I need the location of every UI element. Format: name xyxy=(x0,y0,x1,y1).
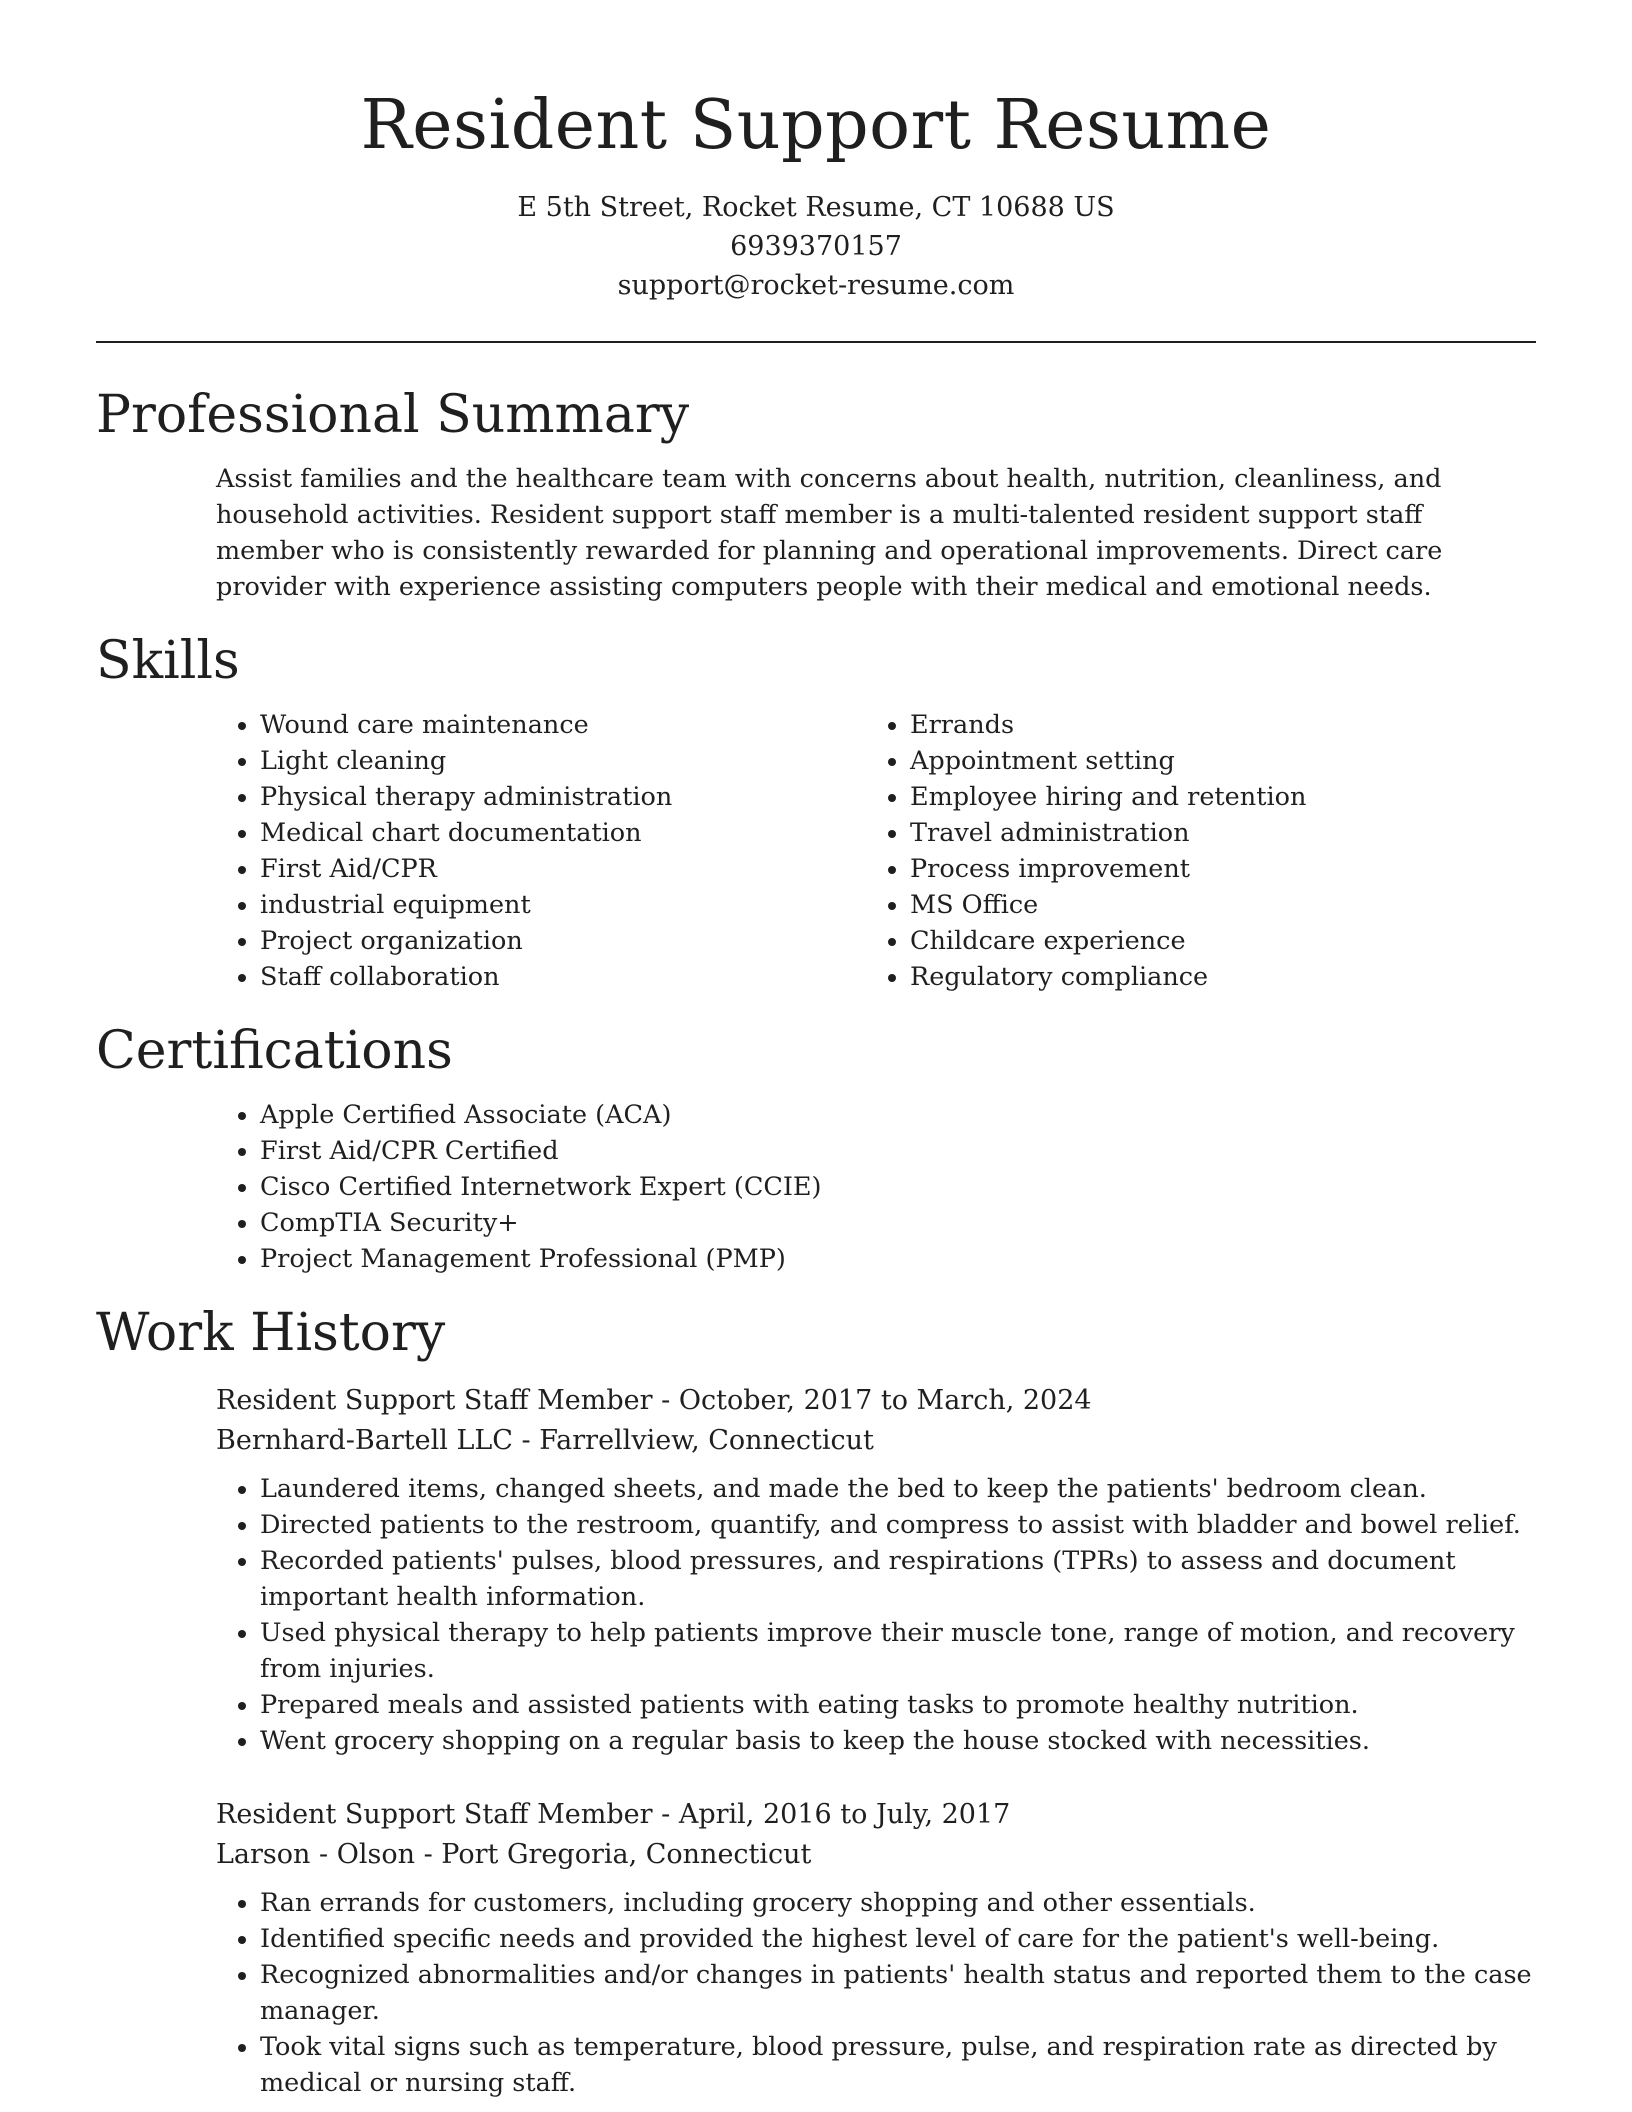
job-entry xyxy=(96,1795,1536,2101)
skill-item: • First Aid/CPR xyxy=(260,851,746,887)
contact-address: E 5th Street, Rocket Resume, CT 10688 US xyxy=(517,192,1115,223)
contact-phone: 6939370157 xyxy=(730,231,902,262)
job-bullet: • Ran errands for customers, including grocery shopping and other essentials. xyxy=(260,1885,1536,1921)
header-divider xyxy=(96,341,1536,343)
skill-item: • MS Office xyxy=(910,887,1396,923)
skill-item: • Light cleaning xyxy=(260,743,746,779)
skill-item: • Staff collaboration xyxy=(260,959,746,995)
certification-item: • Project Management Professional (PMP) xyxy=(260,1241,1536,1277)
certification-item: • Apple Certified Associate (ACA) xyxy=(260,1097,1536,1133)
certifications-heading: Certifications xyxy=(96,1021,453,1081)
summary-text: Assist families and the healthcare team with concerns about health, nutrition, cleanliness, and household activities. Resident support staff member is a multi-talented resident support staff member who is consistently rewarded for planning and operational improvements. Direct care provider with experience assisting computers people with their medical and emotional needs. xyxy=(216,464,1443,602)
job-bullet: • Went grocery shopping on a regular basis to keep the house stocked with necessities. xyxy=(260,1723,1536,1759)
skill-item: • Errands xyxy=(910,707,1396,743)
job-bullet: • Laundered items, changed sheets, and made the bed to keep the patients' bedroom clean. xyxy=(260,1471,1536,1507)
job-company: Bernhard-Bartell LLC xyxy=(216,1425,513,1456)
job-bullet: • Used physical therapy to help patients improve their muscle tone, range of motion, and recovery from injuries. xyxy=(260,1615,1536,1687)
skill-item: • Medical chart documentation xyxy=(260,815,746,851)
job-role-line xyxy=(96,1795,1536,1835)
job-bullet-list xyxy=(96,1885,1536,2101)
job-location: - Farrellview, Connecticut xyxy=(512,1425,874,1456)
skill-item: • Appointment setting xyxy=(910,743,1396,779)
skill-item: • Process improvement xyxy=(910,851,1396,887)
skill-item: • Regulatory compliance xyxy=(910,959,1396,995)
job-dates: - October, 2017 to March, 2024 xyxy=(652,1385,1092,1416)
contact-block xyxy=(96,188,1536,305)
job-dates: - April, 2016 to July, 2017 xyxy=(652,1799,1011,1830)
skill-item: • Physical therapy administration xyxy=(260,779,746,815)
job-company: Larson - Olson xyxy=(216,1839,415,1870)
job-bullet-list xyxy=(96,1471,1536,1759)
skills-heading: Skills xyxy=(96,631,240,691)
skills-column-right xyxy=(746,707,1396,995)
job-role: Resident Support Staff Member xyxy=(216,1799,653,1830)
certification-item: • CompTIA Security+ xyxy=(260,1205,1536,1241)
skills-list-right xyxy=(746,707,1396,995)
certification-item: • First Aid/CPR Certified xyxy=(260,1133,1536,1169)
contact-email: support@rocket-resume.com xyxy=(617,270,1015,301)
skill-item: • industrial equipment xyxy=(260,887,746,923)
job-bullet: • Identified specific needs and provided the highest level of care for the patient's well-being. xyxy=(260,1921,1536,1957)
job-entry xyxy=(96,1381,1536,1759)
job-bullet: • Took vital signs such as temperature, blood pressure, pulse, and respiration rate as directed by medical or nursing staff. xyxy=(260,2029,1536,2101)
resume-header xyxy=(96,0,1536,305)
job-bullet: • Directed patients to the restroom, quantify, and compress to assist with bladder and bowel relief. xyxy=(260,1507,1536,1543)
skills-column-left xyxy=(96,707,746,995)
job-role-line xyxy=(96,1381,1536,1421)
job-company-line xyxy=(96,1835,1536,1875)
skills-list-left xyxy=(96,707,746,995)
skill-item: • Wound care maintenance xyxy=(260,707,746,743)
skill-item: • Travel administration xyxy=(910,815,1396,851)
job-company-line xyxy=(96,1421,1536,1461)
resume-title: Resident Support Resume xyxy=(360,86,1272,165)
job-bullet: • Recorded patients' pulses, blood pressures, and respirations (TPRs) to assess and document important health information. xyxy=(260,1543,1536,1615)
work-history-heading: Work History xyxy=(96,1303,446,1363)
job-role: Resident Support Staff Member xyxy=(216,1385,653,1416)
resume-page xyxy=(96,0,1536,2101)
job-bullet: • Prepared meals and assisted patients with eating tasks to promote healthy nutrition. xyxy=(260,1687,1536,1723)
skill-item: • Employee hiring and retention xyxy=(910,779,1396,815)
summary-heading: Professional Summary xyxy=(96,385,690,445)
job-location: - Port Gregoria, Connecticut xyxy=(415,1839,812,1870)
job-bullet: • Recognized abnormalities and/or changes in patients' health status and reported them to the case manager. xyxy=(260,1957,1536,2029)
certifications-list xyxy=(96,1097,1536,1277)
certification-item: • Cisco Certified Internetwork Expert (CCIE) xyxy=(260,1169,1536,1205)
skills-columns xyxy=(96,707,1536,995)
skill-item: • Project organization xyxy=(260,923,746,959)
skill-item: • Childcare experience xyxy=(910,923,1396,959)
